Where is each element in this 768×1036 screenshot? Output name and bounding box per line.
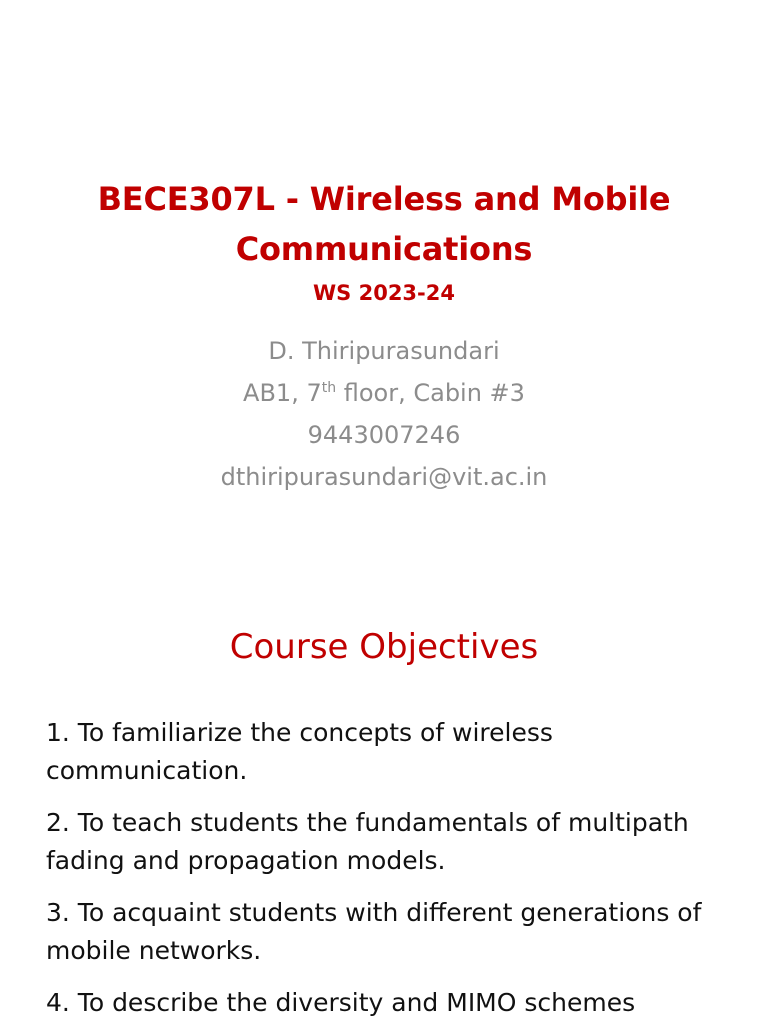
course-title-line1: BECE307L - Wireless and Mobile [97, 180, 671, 218]
objectives-list [46, 714, 746, 1036]
office-prefix: AB1, 7 [243, 379, 322, 407]
objectives-heading: Course Objectives [229, 627, 539, 667]
phone-number: 9443007246 [307, 421, 461, 449]
course-title [0, 174, 768, 274]
office-location [0, 372, 768, 414]
instructor-name: D. Thiripurasundari [268, 337, 500, 365]
email-address: dthiripurasundari@vit.ac.in [220, 463, 548, 491]
course-title-line2: Communications [235, 230, 533, 268]
objective-item: 3. To acquaint students with different generations of mobile networks. [46, 898, 702, 965]
objective-item: 4. To describe the diversity and MIMO schemes [46, 988, 636, 1017]
instructor-contact [0, 330, 768, 498]
office-suffix: floor, Cabin #3 [336, 379, 525, 407]
objectives-slide [0, 596, 768, 1024]
office-superscript: th [321, 380, 337, 396]
objective-item: 1. To familiarize the concepts of wireless communication. [46, 718, 553, 785]
course-term: WS 2023-24 [313, 281, 455, 305]
objective-item: 2. To teach students the fundamentals of multipath fading and propagation models. [46, 808, 689, 875]
